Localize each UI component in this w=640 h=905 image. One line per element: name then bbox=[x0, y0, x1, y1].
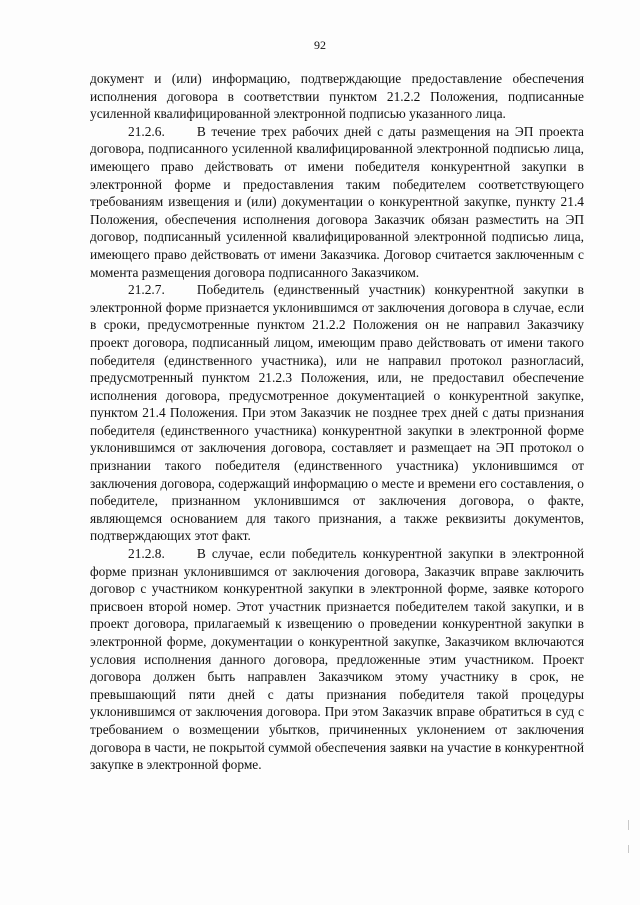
scan-edge-mark bbox=[628, 845, 629, 853]
page-number: 92 bbox=[314, 38, 326, 52]
paragraph-text: В течение трех рабочих дней с даты размещения на ЭП проекта договора, подписанного усиленной квалифицированной электронной подписью лица, имеющего право действовать от имени победителя конкурентной закупки в электронной форме и предоставления таким победителем соответствующего требованиям извещения и (или) документации о конкурентной закупке, пункту 21.4 Положения, обеспечения исполнения договора Заказчик обязан разместить на ЭП договор, подписанный усиленной квалифицированной электронной подписью лица, имеющего право действовать от имени Заказчика. Договор считается заключенным с момента размещения договора подписанного Заказчиком. bbox=[90, 123, 584, 280]
paragraph-21-2-8 bbox=[90, 545, 584, 774]
paragraph-text: документ и (или) информацию, подтверждающие предоставление обеспечения исполнения договора в соответствии пунктом 21.2.2 Положения, подписанные усиленной квалифицированной электронной подписью указанного лица. bbox=[90, 71, 584, 122]
clause-number: 21.2.7. bbox=[128, 282, 165, 298]
paragraph-text: Победитель (единственный участник) конкурентной закупки в электронной форме признается уклонившимся от заключения договора в случае, если в сроки, предусмотренные пунктом 21.2.2 Положения он не направил Заказчику проект договора, подписанный лицом, имеющим право действовать от имени такого победителя (единственного участника), или не направил протокол разногласий, предусмотренный пунктом 21.2.3 Положения, или, не предоставил обеспечение исполнения договора, предусмотренное документацией о конкурентной закупке, пунктом 21.4 Положения. При этом Заказчик не позднее трех дней с даты признания победителя (единственного участника) конкурентной закупки в электронной форме уклонившимся от заключения договора, составляет и размещает на ЭП протокол о признании такого победителя (единственного участника) уклонившимся от заключения договора, содержащий информацию о месте и времени его составления, о победителе, признанном уклонившимся от заключения договора, о факте, являющемся основанием для такого признания, а также реквизиты документов, подтверждающих этот факт. bbox=[90, 282, 584, 544]
paragraph-continuation bbox=[90, 70, 584, 123]
paragraph-text: В случае, если победитель конкурентной закупки в электронной форме признан уклонившимся от заключения договора, Заказчик вправе заключить договор с участником конкурентной закупки в электронной форме, заявке которого присвоен второй номер. Этот участник признается победителем такой закупки, и в проект договора, прилагаемый к извещению о проведении конкурентной закупки в электронной форме, документации о конкурентной закупке, Заказчиком включаются условия исполнения данного договора, предложенные этим участником. Проект договора должен быть направлен Заказчиком этому участнику в срок, не превышающий пяти дней с даты признания победителя такой процедуры уклонившимся от заключения договора. При этом Заказчик вправе обратиться в суд с требованием о возмещении убытков, причиненных уклонением от заключения договора в части, не покрытой суммой обеспечения заявки на участие в конкурентной закупке в электронной форме. bbox=[90, 546, 584, 773]
scan-edge-mark bbox=[628, 820, 629, 830]
paragraph-21-2-7 bbox=[90, 281, 584, 545]
paragraph-21-2-6 bbox=[90, 123, 584, 281]
clause-number: 21.2.8. bbox=[128, 546, 165, 562]
document-body bbox=[90, 70, 584, 774]
clause-number: 21.2.6. bbox=[128, 123, 165, 139]
